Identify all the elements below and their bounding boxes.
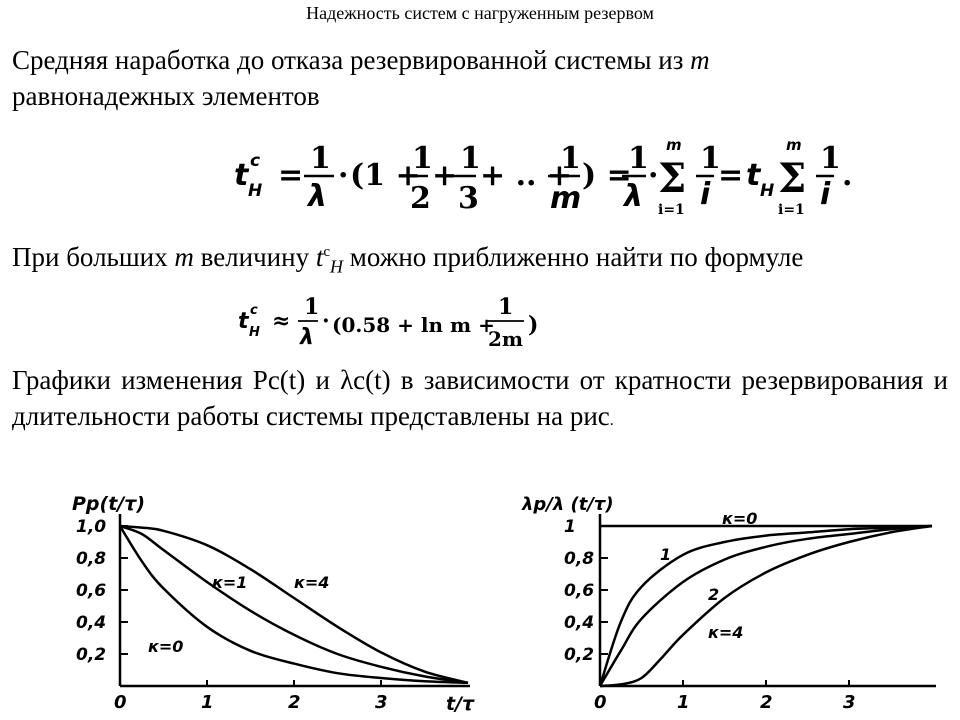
variable-t-sub: H (330, 256, 344, 277)
chart2-series-line (600, 526, 932, 686)
chart2-series-line (600, 526, 932, 686)
formula-paren-open: (1 + (350, 158, 421, 193)
paragraph-text: Средняя наработка до отказа резервированной системы из (12, 45, 691, 75)
formula2-close: ) (528, 312, 539, 338)
chart2-y-tick-label: 0,2 (564, 645, 595, 665)
formula-paren-close: ) = (582, 158, 632, 193)
chart1-x-tick-label: 2 (288, 692, 301, 713)
formula2-lambda: λ (300, 325, 314, 350)
formula-sup-c: c (250, 151, 261, 171)
chart1-y-tick-label: 0,2 (76, 645, 107, 665)
variable-m-2: m (174, 242, 194, 272)
chart2-y-tick-label: 1 (564, 517, 576, 537)
formula2-num-1: 1 (304, 294, 320, 320)
chart1-series-line (120, 526, 468, 683)
chart1-ylabel: Pp(t/τ) (72, 493, 146, 515)
chart1-series-line (120, 526, 468, 683)
chart2-y-tick-label: 0,4 (564, 613, 595, 633)
chart1-x-tick-label: 3 (375, 692, 388, 713)
formula-equals-b: = (718, 158, 744, 193)
formula-th-sub: H (760, 181, 775, 201)
paragraph-text-a: При больших (12, 242, 175, 272)
formula2-approx: ≈ (272, 308, 291, 334)
formula2-t: t (238, 309, 249, 334)
formula-approx (236, 290, 548, 358)
formula-sum-top-b: m (786, 136, 802, 154)
chart1-y-tick-label: 0,6 (76, 581, 107, 601)
chart2-x-tick-label: 1 (677, 692, 690, 713)
formula-den-i: i (700, 177, 711, 212)
formula-den-3: 3 (458, 181, 479, 216)
chart2-label-2: 2 (708, 585, 720, 604)
formula-num-1f: 1 (700, 141, 721, 176)
formula-sub-h: H (248, 181, 263, 201)
chart-failure-rate (500, 492, 952, 720)
formula-sum-bottom: i=1 (658, 202, 685, 218)
chart1-label-k1: к=1 (212, 573, 248, 592)
chart1-y-tick-label: 0,8 (76, 549, 107, 569)
chart2-x-tick-label: 0 (594, 692, 607, 713)
formula-num-1b: 1 (412, 141, 433, 176)
formula-den-2: 2 (410, 181, 431, 216)
chart1-y-tick-label: 1,0 (76, 517, 107, 537)
formula-th-t: t (746, 158, 761, 193)
variable-t-sup: c (323, 244, 331, 260)
chart2-x-tick-label: 3 (843, 692, 856, 713)
chart-reliability (70, 492, 490, 720)
chart2-series-line (600, 526, 932, 686)
formula-num-1c: 1 (460, 141, 481, 176)
formula-sum-bottom-b: i=1 (778, 202, 805, 218)
formula-equals: = (278, 158, 304, 193)
formula-lambda: λ (308, 179, 327, 214)
chart2-y-tick-label: 0,8 (564, 549, 595, 569)
formula-sum-top: m (666, 136, 682, 154)
formula-num-1e: 1 (628, 141, 649, 176)
chart2-x-tick-label: 2 (760, 692, 773, 713)
chart2-label-k4: к=4 (708, 623, 744, 642)
variable-t: t (315, 242, 324, 272)
formula2-num-1b: 1 (498, 294, 514, 320)
formula-num-1: 1 (310, 141, 331, 176)
formula-t: t (234, 158, 249, 193)
formula-mean-time (230, 130, 860, 220)
paragraph-mean-time (12, 42, 948, 114)
formula-plus: + (432, 158, 458, 193)
formula-den-m: m (550, 181, 582, 216)
formula-den-i-b: i (820, 177, 831, 212)
chart2-ylabel: λp/λ (t/τ) (522, 494, 614, 515)
formula-lambda-b: λ (624, 179, 643, 214)
paragraph-graphs-dot: . (609, 412, 614, 429)
formula2-body: (0.58 + ln m + (332, 313, 495, 337)
page-header: Надежность систем с нагруженным резервом (306, 3, 654, 23)
formula-dot-b: · (648, 158, 659, 193)
formula2-sup-c: c (250, 303, 258, 318)
formula2-sub-h: H (249, 325, 260, 340)
chart1-xlabel: t/τ (446, 693, 475, 715)
formula-num-1d: 1 (560, 141, 581, 176)
chart2-label-1: 1 (660, 545, 672, 564)
chart2-y-tick-label: 0,6 (564, 581, 595, 601)
paragraph-text-line2: равнонадежных элементов (12, 81, 320, 111)
paragraph-graphs-text: Графики изменения Pc(t) и λc(t) в зависимости от кратности резервирования и длительности работы системы представлены на рис (12, 365, 948, 431)
formula-sigma-b: Σ (778, 155, 807, 202)
chart1-label-k0: к=0 (148, 637, 184, 656)
chart1-x-tick-label: 0 (114, 692, 127, 713)
chart1-series-line (120, 526, 468, 683)
formula-dots: + .. + (480, 158, 573, 193)
paragraph-graphs (12, 362, 948, 439)
formula-sigma: Σ (658, 155, 687, 202)
formula-dot: · (338, 158, 349, 193)
paragraph-text-b: величину (193, 242, 316, 272)
chart1-label-k4: к=4 (294, 573, 330, 592)
variable-m: m (690, 45, 710, 75)
formula2-den-2m: 2m (488, 327, 524, 351)
chart1-x-tick-label: 1 (201, 692, 214, 713)
chart1-y-tick-label: 0,4 (76, 613, 107, 633)
formula-end-dot: . (842, 158, 853, 193)
formula-num-1g: 1 (820, 141, 841, 176)
paragraph-text-c: можно приближенно найти по формуле (343, 242, 804, 272)
formula2-dot: · (322, 308, 330, 334)
chart2-label-k0: к=0 (722, 509, 758, 528)
paragraph-large-m (12, 234, 948, 284)
